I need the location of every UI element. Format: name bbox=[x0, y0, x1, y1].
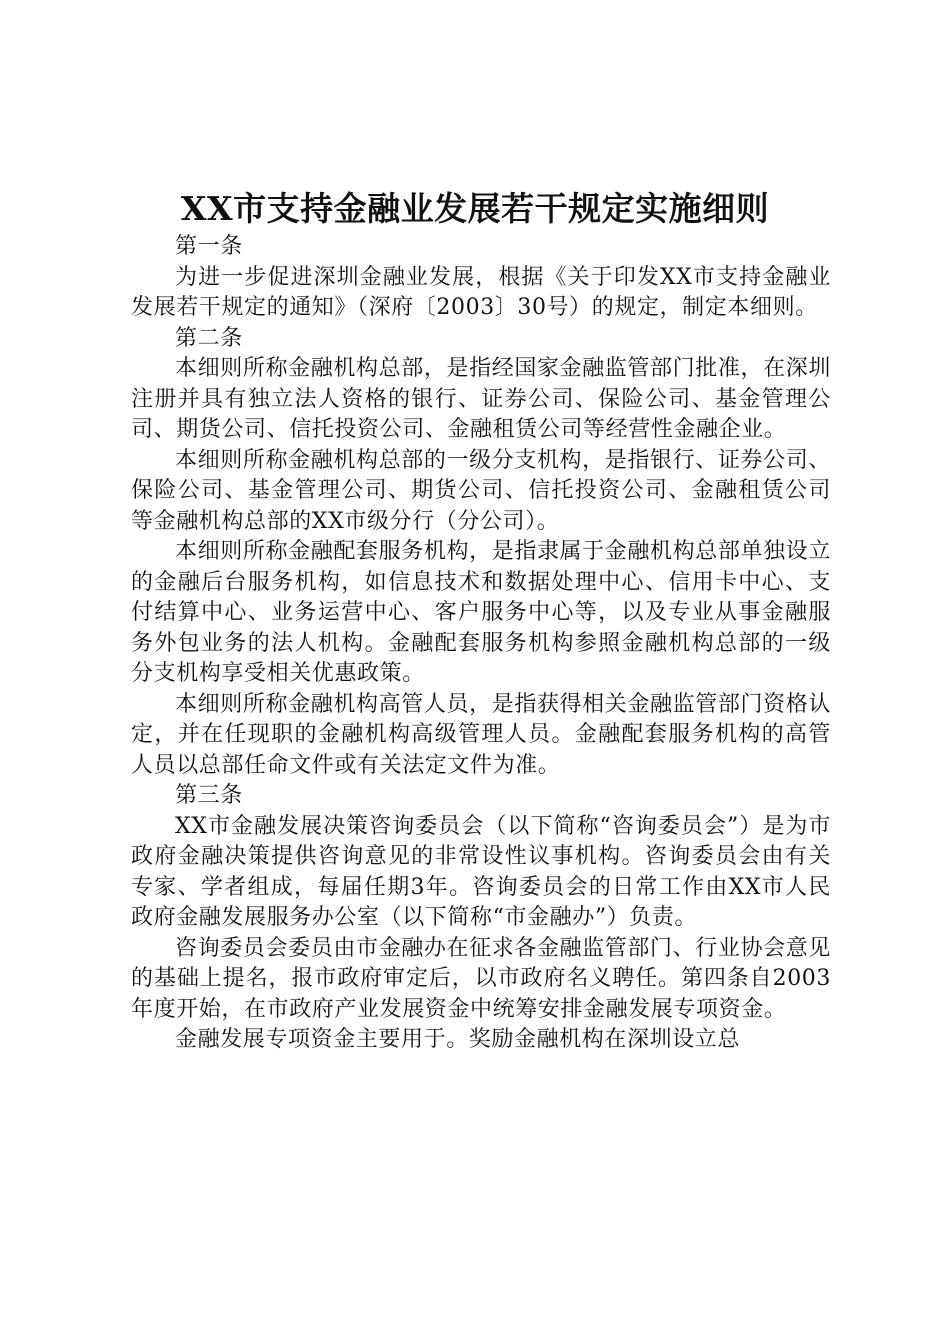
article-heading-2: 第二条 bbox=[175, 325, 243, 351]
paragraph: 本细则所称金融机构高管人员，是指获得相关金融监管部门资格认定，并在任现职的金融机构高级管理人员。金融配套服务机构的高管人员以总部任命文件或有关法定文件为准。 bbox=[131, 691, 831, 778]
article-heading-3: 第三条 bbox=[175, 783, 243, 808]
paragraph: 金融发展专项资金主要用于。奖励金融机构在深圳设立总 bbox=[175, 1027, 741, 1052]
paragraph: 本细则所称金融机构总部，是指经国家金融监管部门批准，在深圳注册并具有独立法人资格的银行、证券公司、保险公司、基金管理公司、期货公司、信托投资公司、金融租赁公司等经营性金融企业。 bbox=[131, 356, 831, 442]
paragraph: 本细则所称金融机构总部的一级分支机构，是指银行、证券公司、保险公司、基金管理公司、期货公司、信托投资公司、金融租赁公司等金融机构总部的XX市级分行（分公司）。 bbox=[131, 447, 831, 534]
document-body bbox=[131, 232, 831, 1056]
paragraph: 为进一步促进深圳金融业发展，根据《关于印发XX市支持金融业发展若干规定的通知》（深府〔2003〕30号）的规定，制定本细则。 bbox=[131, 264, 831, 320]
paragraph: 本细则所称金融配套服务机构，是指隶属于金融机构总部单独设立的金融后台服务机构，如信息技术和数据处理中心、信用卡中心、支付结算中心、业务运营中心、客户服务中心等，以及专业从事金融服务外包业务的法人机构。金融配套服务机构参照金融机构总部的一级分支机构享受相关优惠政策。 bbox=[131, 539, 831, 686]
paragraph: 咨询委员会委员由市金融办在征求各金融监管部门、行业协会意见的基础上提名，报市政府审定后，以市政府名义聘任。第四条自2003年度开始，在市政府产业发展资金中统筹安排金融发展专项资金。 bbox=[131, 935, 831, 1022]
document-title: XX市支持金融业发展若干规定实施细则 bbox=[180, 189, 770, 228]
article-heading-1: 第一条 bbox=[175, 234, 243, 259]
paragraph: XX市金融发展决策咨询委员会（以下简称“咨询委员会”）是为市政府金融决策提供咨询意见的非常设性议事机构。咨询委员会由有关专家、学者组成，每届任期3年。咨询委员会的日常工作由XX市人民政府金融发展服务办公室（以下简称“市金融办”）负责。 bbox=[131, 813, 831, 930]
